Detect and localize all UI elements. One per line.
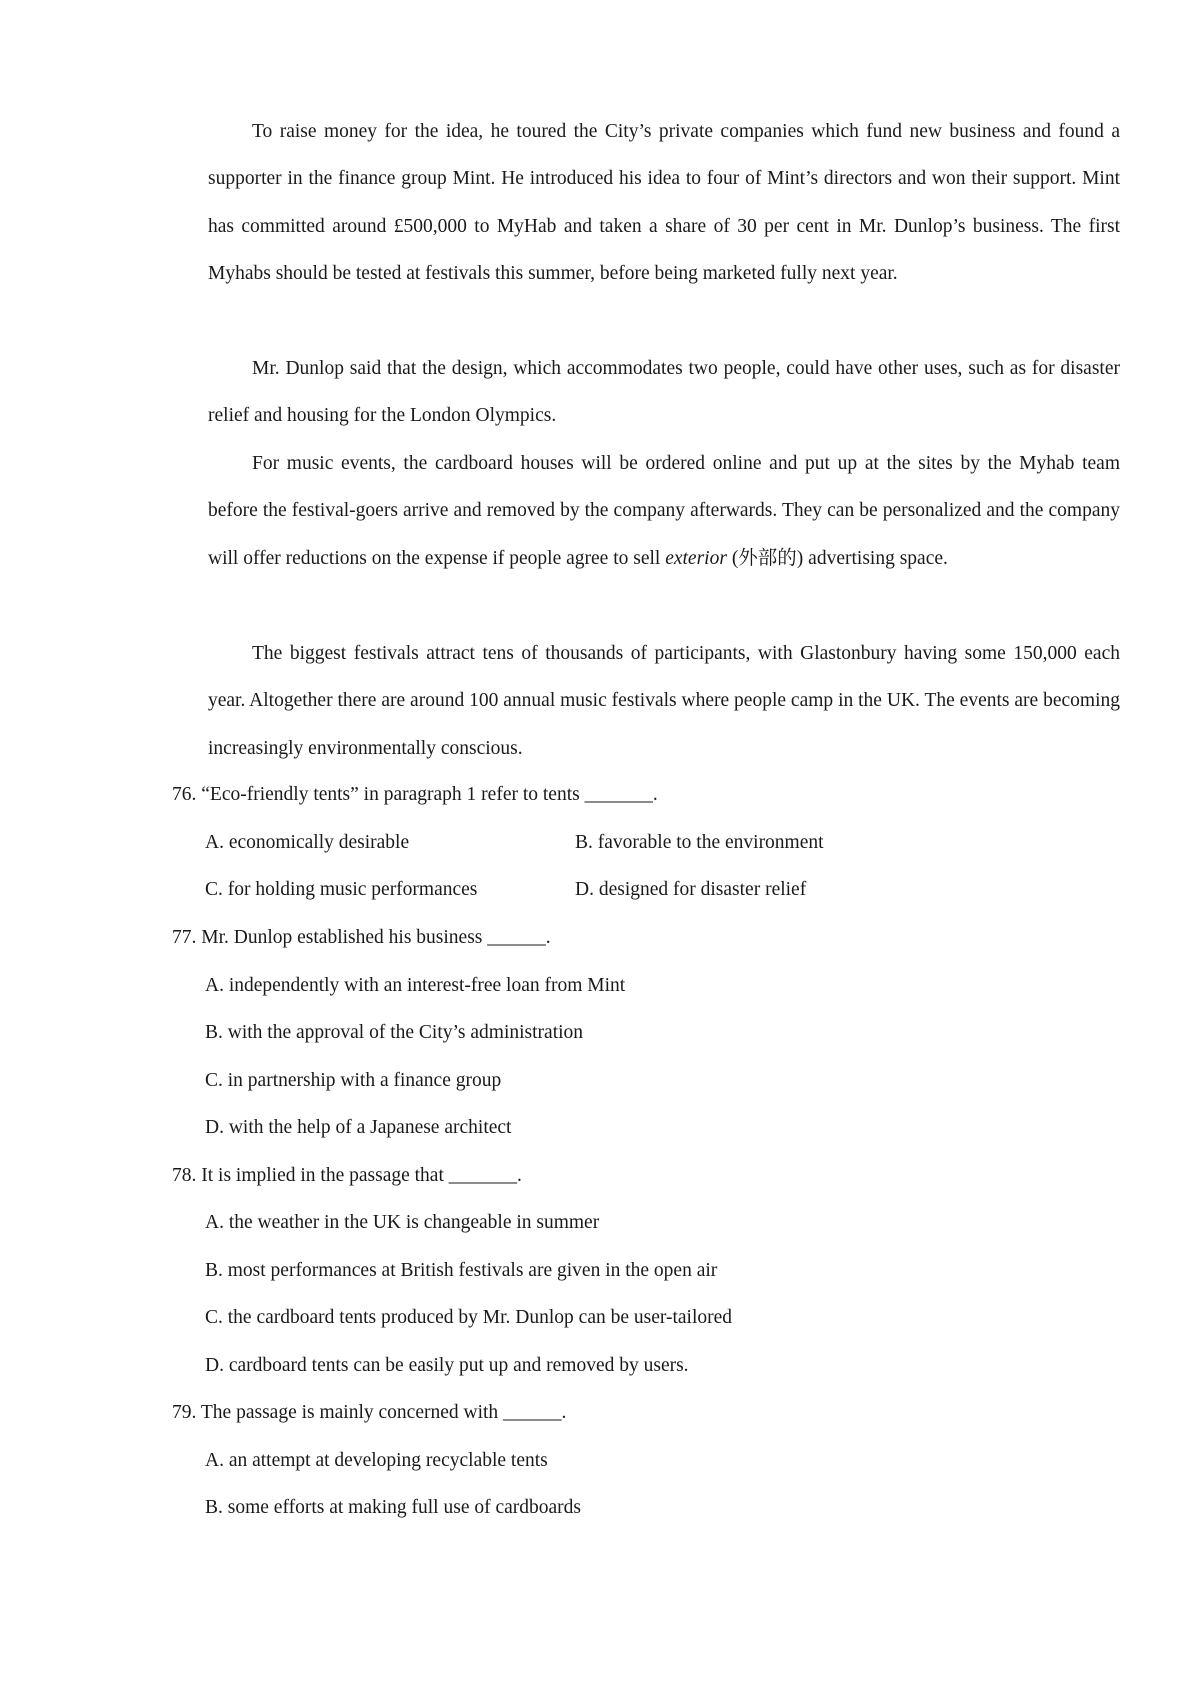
question-78-option-d[interactable]: D. cardboard tents can be easily put up and removed by users. [205, 1355, 689, 1376]
question-78-option-c[interactable]: C. the cardboard tents produced by Mr. Dunlop can be user-tailored [205, 1307, 733, 1328]
question-76-option-a[interactable]: A. economically desirable [205, 832, 410, 853]
question-77-option-a[interactable]: A. independently with an interest-free loan from Mint [205, 975, 626, 996]
question-77-option-c[interactable]: C. in partnership with a finance group [205, 1070, 502, 1091]
question-77-stem: 77. Mr. Dunlop established his business ______. [172, 927, 551, 948]
question-77-option-d[interactable]: D. with the help of a Japanese architect [205, 1117, 512, 1138]
question-78-option-a[interactable]: A. the weather in the UK is changeable in summer [205, 1212, 600, 1233]
question-79-option-a[interactable]: A. an attempt at developing recyclable tents [205, 1450, 548, 1471]
passage-paragraph-4: The biggest festivals attract tens of thousands of participants, with Glastonbury having some 150,000 each year. Altogether there are around 100 annual music festivals where people camp in the UK. The events are becoming increasingly environmentally conscious. [208, 643, 1120, 759]
exterior-word: exterior [665, 547, 727, 569]
question-76-option-b[interactable]: B. favorable to the environment [575, 832, 824, 853]
passage-paragraph-1: To raise money for the idea, he toured the City’s private companies which fund new business and found a supporter in the finance group Mint. He introduced his idea to four of Mint’s directors and won their support. Mint has committed around £500,000 to MyHab and taken a share of 30 per cent in Mr. Dunlop’s business. The first Myhabs should be tested at festivals this summer, before being marketed fully next year. [208, 121, 1120, 284]
question-77-option-b[interactable]: B. with the approval of the City’s administration [205, 1022, 584, 1043]
paragraph-3-text-end: (外部的) advertising space. [726, 547, 948, 569]
question-79-option-b[interactable]: B. some efforts at making full use of cardboards [205, 1497, 582, 1518]
question-79-stem: 79. The passage is mainly concerned with ______. [172, 1402, 567, 1423]
question-76-option-d[interactable]: D. designed for disaster relief [575, 879, 807, 900]
question-76-stem: 76. “Eco-friendly tents” in paragraph 1 refer to tents _______. [172, 784, 658, 805]
question-76-option-c[interactable]: C. for holding music performances [205, 879, 478, 900]
passage-paragraph-3 [208, 440, 1120, 582]
passage-paragraph-2: Mr. Dunlop said that the design, which accommodates two people, could have other uses, such as for disaster relief and housing for the London Olympics. [208, 358, 1120, 427]
paragraph-3-text: For music events, the cardboard houses will be ordered online and put up at the sites by the Myhab team before the festival-goers arrive and removed by the company afterwards. They can be personalized and the company will offer reductions on the expense if people agree to sell [208, 453, 1120, 569]
question-78-option-b[interactable]: B. most performances at British festivals are given in the open air [205, 1260, 718, 1281]
question-78-stem: 78. It is implied in the passage that _______. [172, 1165, 522, 1186]
